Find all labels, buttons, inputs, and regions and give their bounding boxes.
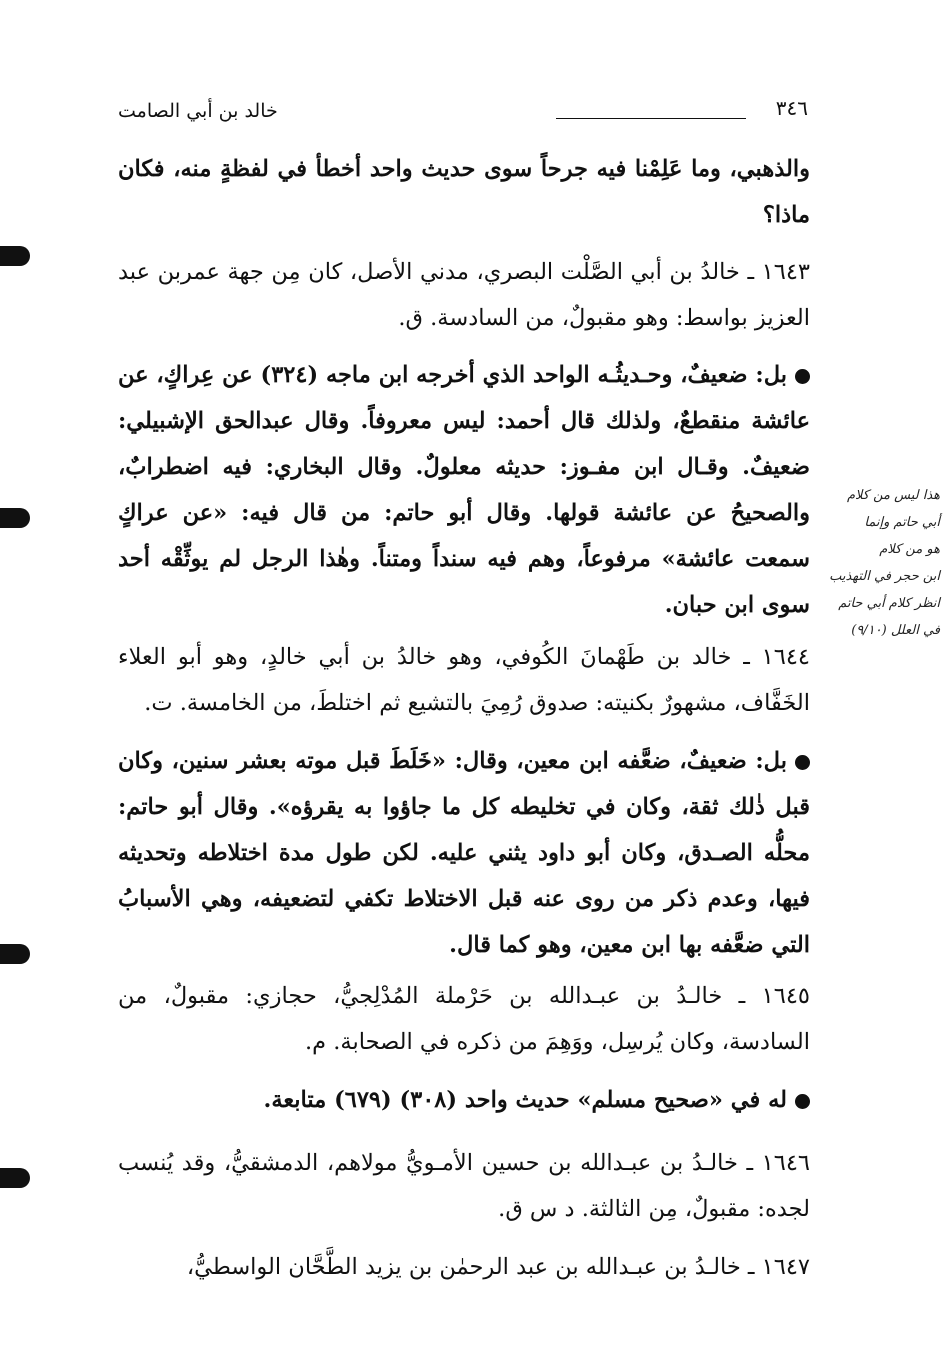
margin-note-line: ابن حجر في التهذيب [829,569,940,584]
comment-1643 [118,352,810,628]
comment-1645 [118,1077,810,1123]
scan-binding-mark [0,1168,30,1188]
entry-1647: ١٦٤٧ ـ خالـدُ بن عبـدالله بن عبد الرحمٰن بن يزيد الطَّحَّان الواسطيُّ، [186,1254,810,1280]
entry-1644: ١٦٤٤ ـ خالد بن طَهْمانَ الكُوفي، وهو خالدُ بن أبي خالدٍ، وهو أبو العلاء الخَفَّاف، مشهورٌ بكنيته: صدوق رُمِيَ بالتشيع ثم اختلطَ، من الخامسة. ت. [118,644,810,716]
page-number: ٣٤٦ [775,96,808,120]
margin-note-line: هذا ليس من كلام [847,488,940,503]
running-head: خالد بن أبي الصامت [118,100,278,122]
scan-binding-mark [0,246,30,266]
comment-text: له في «صحيح مسلم» حديث واحد (٣٠٨) (٦٧٩) متابعة. [263,1087,787,1113]
scan-binding-mark [0,508,30,528]
margin-note-line: أبي حاتم وإنما [864,515,940,530]
paragraph-continuation: والذهبي، وما عَلِمْنا فيه جرحاً سوى حديث واحد أخطأ في لفظةٍ منه، فكان ماذا؟ [118,156,810,228]
entry-1646: ١٦٤٦ ـ خالـدُ بن عبـدالله بن حسين الأمـويُّ مولاهم، الدمشقيُّ، وقد يُنسب لجده: مقبولٌ، مِن الثالثة. د س ق. [118,1150,810,1222]
page-header [118,96,808,130]
margin-note-line: هو من كلام [879,542,940,557]
entry-1645: ١٦٤٥ ـ خالـدُ بن عبـدالله بن حَرْملة المُدْلِجيُّ، حجازي: مقبولٌ، من السادسة، وكان يُرسِل، ووَهِمَ من ذكره في الصحابة. م. [118,983,810,1055]
handwritten-margin-note [818,482,940,644]
comment-1644 [118,738,810,968]
bullet-icon [795,1094,810,1109]
bullet-icon [795,369,810,384]
comment-text: بل: ضعيفٌ، وحـديثُـه الواحد الذي أخرجه ابن ماجه (٣٢٤) عن عِراكٍ، عن عائشة منقطعٌ، ولذلك قال أحمد: ليس معروفاً. وقال عبدالحق الإشبيلي: ضعيفٌ. وقـال ابن مفـوز: حديثه معلولٌ. وقال البخاري: فيه اضطرابٌ، والصحيحُ عن عائشة قولها. وقال أبو حاتم: من قال فيه: «عن عراكٍ سمعت عائشة» مرفوعاً، وهم فيه سنداً ومتناً. وهٰذا الرجل لم يوثِّقْه أحد سوى ابن حبان. [118,362,810,618]
scan-binding-mark [0,944,30,964]
bullet-icon [795,755,810,770]
entry-1643: ١٦٤٣ ـ خالدُ بن أبي الصَّلْت البصري، مدني الأصل، كان مِن جهة عمربن عبد العزيز بواسط: وهو مقبولٌ، من السادسة. ق. [118,259,810,331]
margin-note-line: انظر كلام أبي حاتم [838,596,940,611]
header-rule [556,118,746,119]
comment-text: بل: ضعيفٌ، ضعَّفه ابن معين، وقال: «خَلَطَ قبل موته بعشر سنين، وكان قبل ذٰلك ثقة، وكان في تخليطه كل ما جاؤوا به يقرؤه». وقال أبو حاتم: محلُّه الصـدق، وكان أبو داود يثني عليه. لكن طول مدة اختلاطه وتحديثه فيها، وعدم ذكر من روى عنه قبل الاختلاط تكفي لتضعيفه، وهي الأسبابُ التي ضعَّفه بها ابن معين، وهو كما قال. [118,748,810,958]
margin-note-line: في العلل (٩/١٠) [851,623,940,638]
